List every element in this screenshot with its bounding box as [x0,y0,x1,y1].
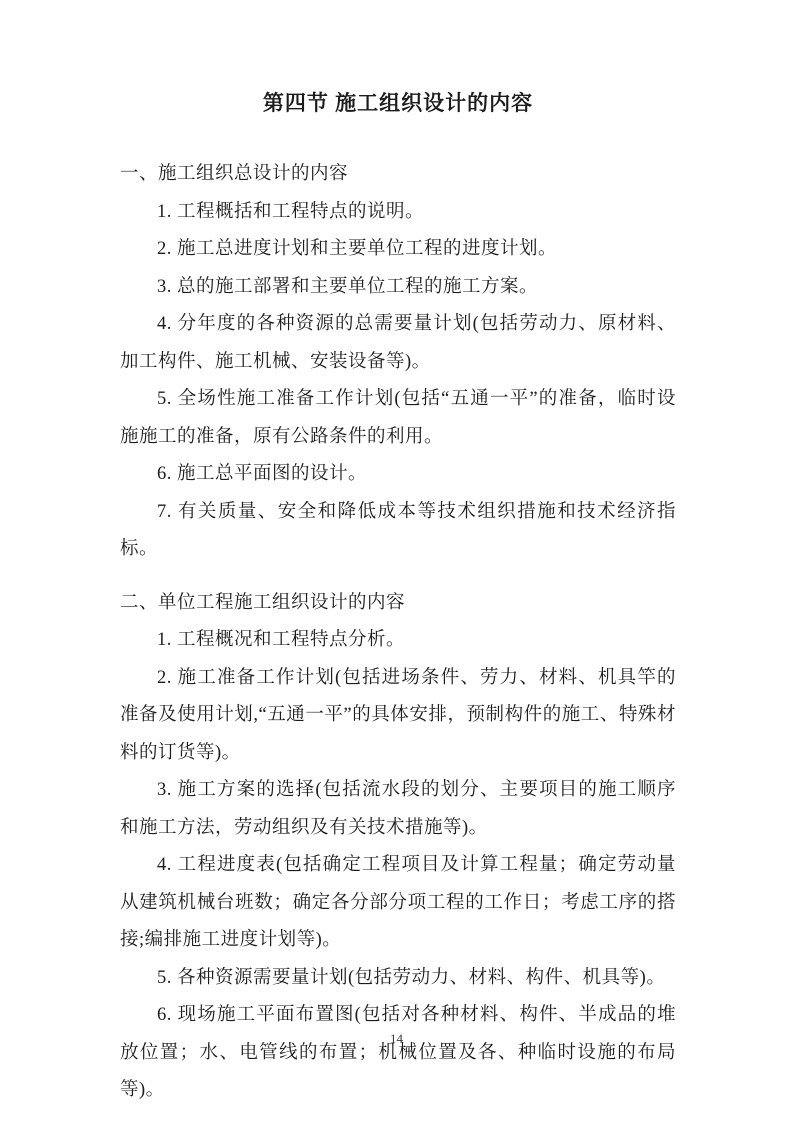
section-1-item-5: 5. 全场性施工准备工作计划(包括“五通一平”的准备，临时设施施工的准备，原有公路条件的利用。 [120,389,676,447]
document-content [120,88,676,1110]
page-title: 第四节 施工组织设计的内容 [262,91,534,115]
section-2-item-6: 6. 现场施工平面布置图(包括对各种材料、构件、半成品的堆放位置；水、电管线的布置；机械位置及各、种临时设施的布局等)。 [120,1005,676,1100]
section-1-item-1: 1. 工程概括和工程特点的说明。 [157,201,425,222]
section-2-item-4: 4. 工程进度表(包括确定工程项目及计算工程量；确定劳动量从建筑机械台班数；确定各分部分项工程的工作日；考虑工序的搭接;编排施工进度计划等)。 [120,855,676,950]
section-2-item-1: 1. 工程概况和工程特点分析。 [157,630,406,650]
section-2-heading: 二、单位工程施工组织设计的内容 [120,592,406,613]
page-number: 14 [390,1031,403,1046]
section-1-item-2: 2. 施工总进度计划和主要单位工程的进度计划。 [157,239,558,259]
section-2-item-5: 5. 各种资源需要量计划(包括劳动力、材料、构件、机具等)。 [157,967,666,988]
section-1-item-7: 7. 有关质量、安全和降低成本等技术组织措施和技术经济指标。 [120,501,676,559]
section-1-heading: 一、施工组织总设计的内容 [120,164,349,184]
section-2-item-3: 3. 施工方案的选择(包括流水段的划分、主要项目的施工顺序和施工方法，劳动组织及有关技术措施等)。 [120,780,676,838]
section-general-design [120,156,676,569]
section-1-item-4: 4. 分年度的各种资源的总需要量计划(包括劳动力、原材料、加工构件、施工机械、安装设备等)。 [120,314,676,372]
section-2-item-2: 2. 施工准备工作计划(包括进场条件、劳力、材料、机具竿的准备及使用计划,“五通一平”的具体安排，预制构件的施工、特殊材料的订货等)。 [120,667,676,763]
section-1-item-3: 3. 总的施工部署和主要单位工程的施工方案。 [157,276,539,297]
section-1-item-6: 6. 施工总平面图的设计。 [157,464,368,484]
